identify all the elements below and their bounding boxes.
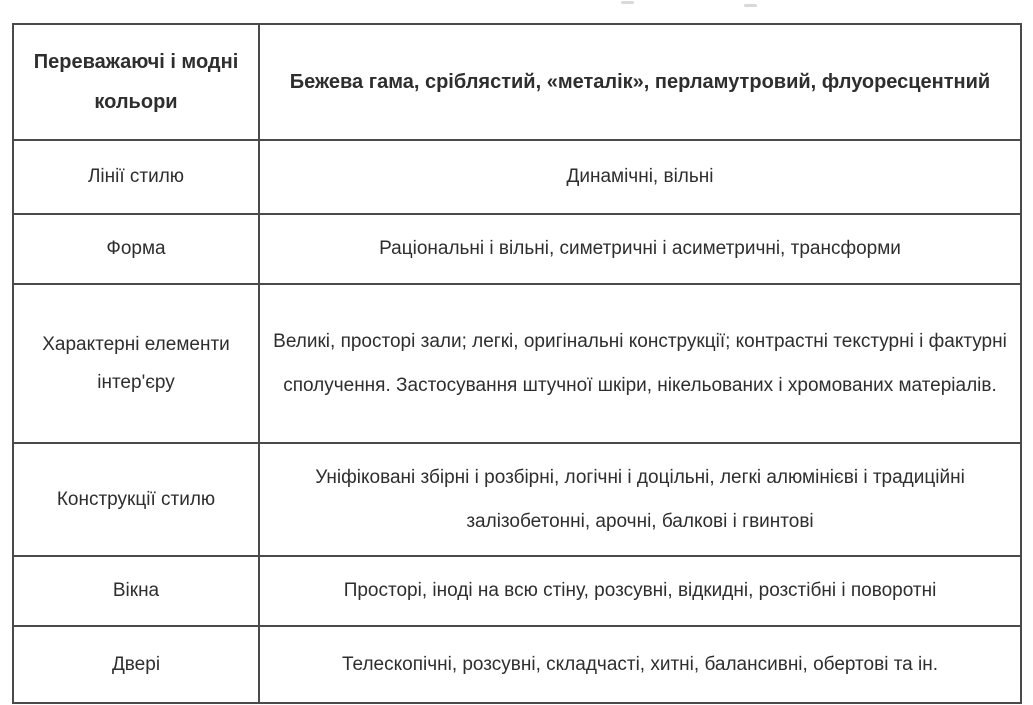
row-value-style-constructions: Уніфіковані збірні і розбірні, логічні і доцільні, легкі алюмінієві і традиційні залізобетонні, арочні, балкові і гвинтові: [259, 443, 1021, 556]
cropped-caption-artifact: [744, 4, 757, 7]
table-row-form: [13, 214, 1021, 284]
row-value-interior-elements: Великі, просторі зали; легкі, оригінальні конструкції; контрастні текстурні і фактурні сполучення. Застосування штучної шкіри, нікельованих і хромованих матеріалів.: [259, 284, 1021, 443]
row-value-dominant-colors: Бежева гама, сріблястий, «металік», перламутровий, флуоресцентний: [259, 24, 1021, 140]
style-characteristics-table: [12, 23, 1022, 704]
row-value-doors: Телескопічні, розсувні, складчасті, хитні, балансивні, обертові та ін.: [259, 626, 1021, 703]
table-row-dominant-colors: [13, 24, 1021, 140]
table-row-doors: [13, 626, 1021, 703]
row-label-windows: Вікна: [13, 556, 259, 626]
row-value-form: Раціональні і вільні, симетричні і асиметричні, трансформи: [259, 214, 1021, 284]
row-value-style-lines: Динамічні, вільні: [259, 140, 1021, 214]
row-label-dominant-colors: Переважаючі і модні кольори: [13, 24, 259, 140]
table-row-style-lines: [13, 140, 1021, 214]
row-label-interior-elements: Характерні елементи інтер'єру: [13, 284, 259, 443]
row-label-form: Форма: [13, 214, 259, 284]
row-label-doors: Двері: [13, 626, 259, 703]
row-value-windows: Просторі, іноді на всю стіну, розсувні, відкидні, розстібні і поворотні: [259, 556, 1021, 626]
row-label-style-constructions: Конструкції стилю: [13, 443, 259, 556]
cropped-caption-artifact: [621, 1, 634, 4]
row-label-style-lines: Лінії стилю: [13, 140, 259, 214]
table-row-windows: [13, 556, 1021, 626]
table-row-interior-elements: [13, 284, 1021, 443]
table-row-style-constructions: [13, 443, 1021, 556]
